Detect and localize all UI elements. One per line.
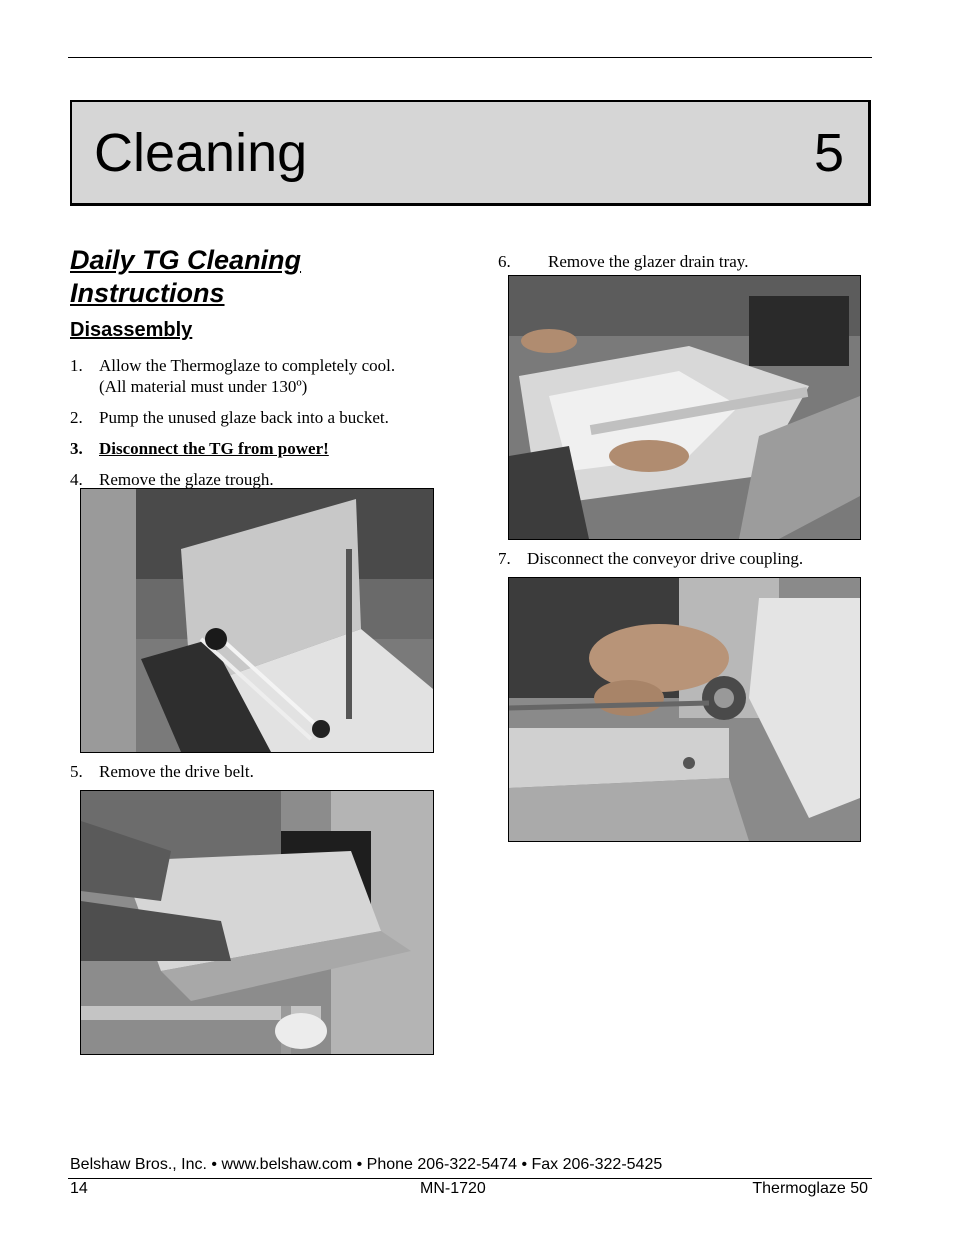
step-1: [70, 355, 450, 399]
step-text-warning: Disconnect the TG from power!: [99, 439, 329, 458]
step-number: 5.: [70, 762, 83, 781]
step-text: Remove the glazer drain tray.: [548, 252, 749, 271]
step-5: [70, 761, 450, 783]
photo-drain-tray: [508, 275, 861, 540]
step-2: [70, 407, 450, 429]
step-number: 3.: [70, 439, 83, 458]
step-number: 6.: [498, 252, 511, 271]
page-number: 14: [70, 1180, 88, 1197]
step-text: Remove the glaze trough.: [99, 470, 274, 489]
chapter-banner: [70, 100, 871, 206]
step-number: 4.: [70, 470, 83, 489]
step-number: 7.: [498, 549, 511, 568]
step-7: [498, 548, 878, 570]
footer-company-line: Belshaw Bros., Inc. • www.belshaw.com • Phone 206-322-5474 • Fax 206-322-5425: [70, 1156, 663, 1173]
step-text: Remove the drive belt.: [99, 762, 254, 781]
step-text: Allow the Thermoglaze to completely cool.: [99, 356, 396, 375]
step-text-continued: (All material must under 130º): [99, 377, 308, 396]
subsection-heading: Disassembly: [70, 319, 193, 341]
chapter-number: 5: [813, 123, 844, 183]
photo-drive-coupling: [508, 577, 861, 842]
step-number: 1.: [70, 356, 83, 375]
step-text: Pump the unused glaze back into a bucket.: [99, 408, 389, 427]
chapter-title: Cleaning: [94, 123, 308, 183]
section-heading: Daily TG Cleaning Instructions: [70, 245, 302, 308]
photo-glaze-trough: [80, 488, 434, 753]
photo-drive-belt: [80, 790, 434, 1055]
doc-number: MN-1720: [420, 1180, 486, 1197]
product-name: Thermoglaze 50: [752, 1180, 868, 1197]
step-6: [498, 251, 878, 273]
step-number: 2.: [70, 408, 83, 427]
footer-rule: [68, 1178, 872, 1179]
step-text: Disconnect the conveyor drive coupling.: [527, 549, 804, 568]
step-3: [70, 438, 450, 460]
header-rule: [68, 57, 872, 58]
